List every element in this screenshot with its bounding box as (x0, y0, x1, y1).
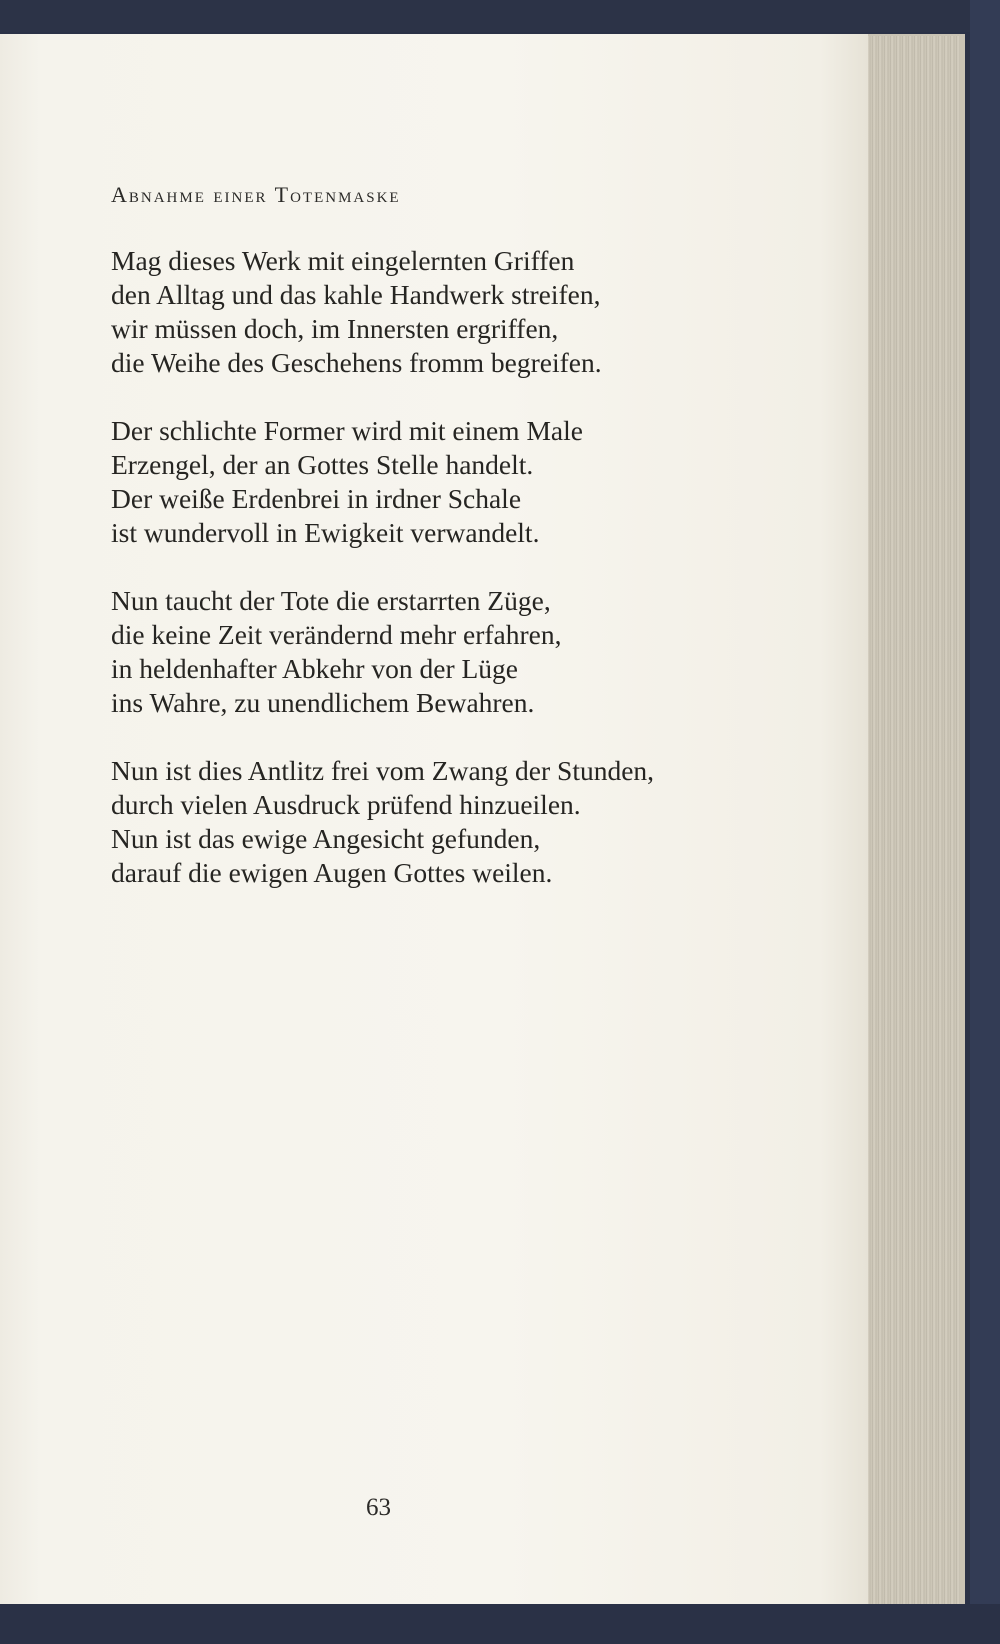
poem-line: den Alltag und das kahle Handwerk streifen, (111, 279, 601, 310)
poem-line: darauf die ewigen Augen Gottes weilen. (111, 857, 553, 888)
poem-line: in heldenhafter Abkehr von der Lüge (111, 653, 519, 684)
poem-line: Der schlichte Former wird mit einem Male (111, 415, 583, 446)
poem-line: durch vielen Ausdruck prüfend hinzueilen. (111, 789, 581, 820)
stanza (111, 244, 811, 380)
stanza (111, 754, 811, 890)
stanza (111, 414, 811, 550)
page-number: 63 (366, 1494, 391, 1521)
book-page (0, 34, 868, 1606)
stanza (111, 584, 811, 720)
poem-line: Nun ist das ewige Angesicht gefunden, (111, 823, 541, 854)
book-cover-right-edge (970, 0, 1000, 1644)
book-cover-bottom-edge (0, 1604, 1000, 1644)
poem-line: ins Wahre, zu unendlichem Bewahren. (111, 687, 535, 718)
book-cover-top-edge (0, 0, 1000, 32)
poem-line: wir müssen doch, im Innersten ergriffen, (111, 313, 559, 344)
poem-line: die Weihe des Geschehens fromm begreifen. (111, 347, 602, 378)
poem-line: Erzengel, der an Gottes Stelle handelt. (111, 449, 534, 480)
poem-body (111, 244, 811, 924)
poem-title: Abnahme einer Totenmaske (111, 182, 401, 207)
poem-line: die keine Zeit verändernd mehr erfahren, (111, 619, 562, 650)
poem-line: Mag dieses Werk mit eingelernten Griffen (111, 245, 575, 276)
page-fore-edge (860, 36, 960, 1604)
poem-line: ist wundervoll in Ewigkeit verwandelt. (111, 517, 540, 548)
poem-line: Nun taucht der Tote die erstarrten Züge, (111, 585, 551, 616)
poem-line: Nun ist dies Antlitz frei vom Zwang der Stunden, (111, 755, 655, 786)
poem-line: Der weiße Erdenbrei in irdner Schale (111, 483, 522, 514)
